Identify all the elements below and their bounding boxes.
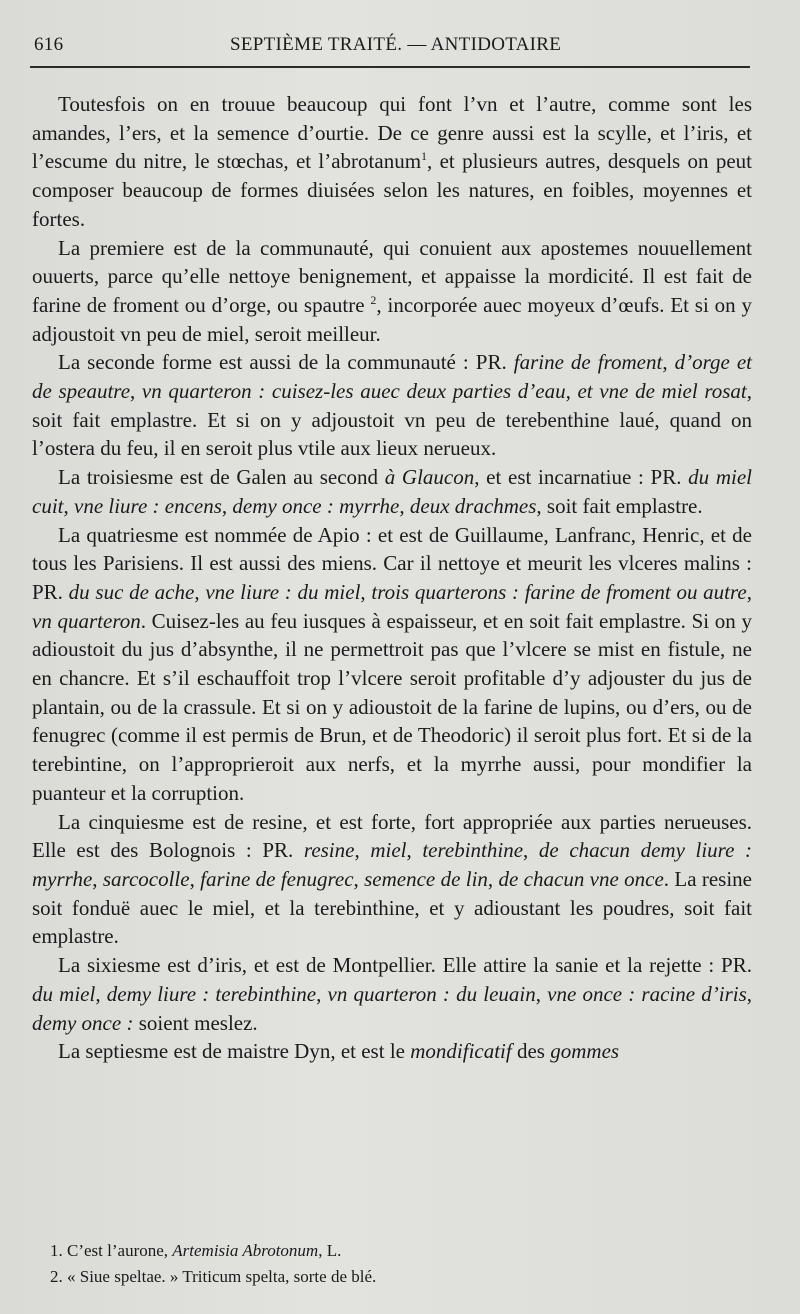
italic-text: miel — [370, 838, 407, 863]
italic-text: mondificatif — [410, 1039, 512, 1064]
italic-text: deux drachmes — [409, 493, 537, 518]
paragraph — [32, 90, 752, 234]
header-rule — [30, 66, 750, 68]
italic-text: du suc de ache — [68, 579, 195, 604]
page-header — [34, 34, 750, 58]
text-run: , et plusieurs autres, desquels on peut composer beaucoup de formes diuisées selon les natures, en foibles, moyennes et fortes. — [32, 149, 752, 231]
italic-text: vn quarteron : du leuain — [327, 981, 536, 1006]
text-run: La seconde forme est aussi de la communauté : PR. — [58, 350, 514, 375]
text-run: , — [535, 981, 548, 1006]
italic-text: vne liure : encens — [74, 493, 222, 518]
text-run: La cinquiesme est de resine, et est forte, fort appropriée aux parties nerueuses. Elle est des Bolognois : PR. — [32, 809, 752, 863]
italic-text: Artemisia Abrotonum — [172, 1241, 319, 1260]
text-run: , — [523, 838, 539, 863]
text-run: . La resine soit fonduë auec le miel, et la terebinthine, et y adioustant les poudres, soit fait emplastre. — [32, 866, 752, 949]
italic-text: demy once : — [32, 1010, 134, 1035]
text-run: , — [487, 866, 499, 891]
text-run: , — [194, 579, 206, 604]
text-run: , L. — [318, 1241, 342, 1260]
italic-text: d’orge et de speautre — [32, 350, 752, 404]
italic-text: farine de froment — [513, 350, 663, 375]
text-run: , — [354, 838, 371, 863]
text-run: La quatriesme est nommée de Apio : et est de Guillaume, Lanfranc, Henric, et de tous les Parisiens. Il est aussi des miens. Car il nettoye et meurit les vlceres malins : PR. — [32, 522, 752, 604]
italic-text: de chacun demy liure : myrrhe — [32, 838, 752, 891]
text-run: , incorporée auec moyeux d’œufs. Et si on y adjoustoit vn peu de miel, seroit meilleur. — [32, 292, 752, 346]
paragraph — [32, 234, 752, 349]
footnote — [50, 1238, 750, 1264]
italic-text: sarcocolle — [102, 866, 190, 891]
italic-text: demy once : myrrhe — [232, 493, 400, 518]
text-run: , — [63, 493, 74, 518]
text-run: , soit fait emplastre. — [536, 493, 703, 518]
italic-text: resine — [303, 838, 355, 863]
italic-text: semence de lin — [364, 866, 488, 891]
italic-text: vne once : racine d’iris — [547, 981, 747, 1006]
text-run: La troisiesme est de Galen au second — [58, 465, 385, 490]
footnote-ref: 2 — [370, 292, 377, 307]
text-run: , — [95, 981, 107, 1006]
italic-text: vn quarteron — [32, 608, 141, 633]
text-run: , — [746, 579, 752, 604]
paragraph — [32, 348, 752, 463]
text-run: , — [130, 379, 142, 404]
italic-text: vne liure : du miel — [205, 579, 361, 604]
text-run: , — [221, 493, 233, 518]
text-run: , — [406, 838, 423, 863]
paragraph — [32, 951, 752, 1037]
text-run: . Cuisez-les au feu iusques à espaisseur, et en soit fait emplastre. Si on y adioustoit du jus d’absynthe, il ne permettroit pas que l’vlcere se mist en fistule, ne en chancre. Et s’il eschauffoit trop l’vlcere seroit profitable d’y adjouster du jus de plantain, ou de la crassule. Et si on y adioustoit de la farine de lupins, ou d’ers, ou de fenugrec (comme il est permis de Brun, et de Theodoric) il seroit plus fort. Et si de la terebintine, on l’approprieroit aux nerfs, et la myrrhe aussi, pour mondifier la puanteur et la corruption. — [32, 608, 752, 805]
paragraph — [32, 808, 752, 952]
italic-text: terebinthine — [422, 838, 524, 863]
footnote-ref: 1 — [421, 149, 428, 164]
italic-text: de chacun vne once — [498, 866, 664, 891]
footnote — [50, 1264, 750, 1290]
italic-text: à Glaucon — [384, 465, 475, 490]
italic-text: gommes — [550, 1039, 620, 1064]
page-number: 616 — [34, 34, 64, 55]
text-run: 2. « Siue speltae. » Triticum spelta, sorte de blé. — [50, 1267, 377, 1286]
text-run: La sixiesme est d’iris, et est de Montpellier. Elle attire la sanie et la rejette : PR. — [58, 953, 752, 978]
text-run: , et est incarnatiue : PR. — [474, 465, 689, 490]
footnotes — [50, 1238, 750, 1290]
italic-text: vn quarteron : cuisez-les auec deux parties d’eau, et vne de miel rosat — [141, 379, 747, 404]
paragraph — [32, 463, 752, 520]
text-run: , — [662, 350, 675, 375]
paragraph — [32, 521, 752, 808]
text-run: , — [316, 981, 328, 1006]
running-head: SEPTIÈME TRAITÉ. — ANTIDOTAIRE — [230, 34, 562, 55]
text-run: 1. C’est l’aurone, — [50, 1241, 173, 1260]
italic-text: trois quarterons : farine de froment ou autre — [371, 579, 747, 604]
text-run: , — [189, 866, 201, 891]
text-run: , — [353, 866, 365, 891]
italic-text: demy liure : terebinthine — [106, 981, 317, 1006]
text-run: La septiesme est de maistre Dyn, et est le — [58, 1039, 411, 1064]
paragraph — [32, 1037, 752, 1066]
text-run: , — [360, 579, 372, 604]
text-run: , — [399, 493, 410, 518]
text-run: Toutesfois on en trouue beaucoup qui font l’vn et l’autre, comme sont les amandes, l’ers, et la semence d’ourtie. De ce genre aussi est la scylle, et l’iris, et l’escume du nitre, le stœchas, et l’abrotanum — [32, 92, 752, 174]
text-run: , soit fait emplastre. Et si on y adjoustoit vn peu de terebenthine laué, quand on l’ostera du feu, il en seroit plus vtile aux lieux nerueux. — [32, 379, 752, 461]
text-run: des — [511, 1039, 551, 1064]
text-run: , — [92, 866, 103, 891]
italic-text: du miel cuit — [32, 465, 753, 518]
italic-text: du miel — [32, 981, 96, 1006]
text-run: soient meslez. — [133, 1010, 258, 1035]
text-run: , — [746, 981, 753, 1006]
italic-text: farine de fenugrec — [200, 866, 354, 891]
text-run: La premiere est de la communauté, qui conuient aux apostemes nouuellement ouuerts, parce qu’elle nettoye benignement, et appaisse la mordicité. Il est fait de farine de froment ou d’orge, ou spautre — [32, 235, 752, 317]
body-text — [32, 90, 752, 1066]
